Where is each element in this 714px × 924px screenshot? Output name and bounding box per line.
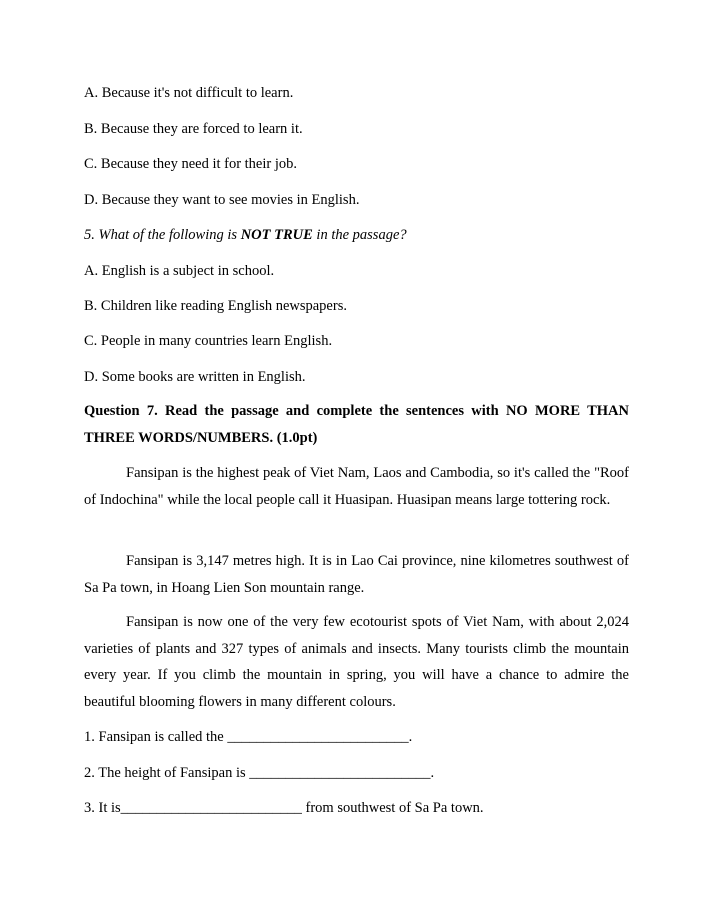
q5-option-a: A. English is a subject in school. [84,263,275,279]
q5-question-prefix: 5. What of the following is [84,227,241,243]
q4-option-d: D. Because they want to see movies in English. [84,192,360,208]
fill-in-item-2: 2. The height of Fansipan is _________________________. [84,765,435,781]
q4-option-a: A. Because it's not difficult to learn. [84,85,294,101]
q5-option-b: B. Children like reading English newspapers. [84,298,347,314]
q5-option-c: C. People in many countries learn English. [84,333,333,349]
fill-in-item-3: 3. It is_________________________ from southwest of Sa Pa town. [84,800,484,816]
passage-paragraph-1: Fansipan is the highest peak of Viet Nam, Laos and Cambodia, so it's called the "Roof of Indochina" while the local people call it Huasipan. Huasipan means large tottering rock. [84,465,629,508]
passage-paragraph-2: Fansipan is 3,147 metres high. It is in Lao Cai province, nine kilometres southwest of Sa Pa town, in Hoang Lien Son mountain range. [84,553,629,596]
q4-option-c: C. Because they need it for their job. [84,156,298,172]
q5-question [84,226,407,244]
question7-heading: Question 7. Read the passage and complete the sentences with NO MORE THAN THREE WORDS/NUMBERS. (1.0pt) [84,403,629,446]
passage-paragraph-3: Fansipan is now one of the very few ecotourist spots of Viet Nam, with about 2,024 varieties of plants and 327 types of animals and insects. Many tourists climb the mountain every year. If you climb the mountain in spring, you will have a chance to admire the beautiful blooming flowers in many different colours. [84,614,629,710]
q4-option-b: B. Because they are forced to learn it. [84,121,303,137]
q5-question-emphasis: NOT TRUE [240,227,313,243]
q5-question-suffix: in the passage? [312,227,407,243]
fill-in-item-1: 1. Fansipan is called the _________________________. [84,729,413,745]
q5-option-d: D. Some books are written in English. [84,369,306,385]
